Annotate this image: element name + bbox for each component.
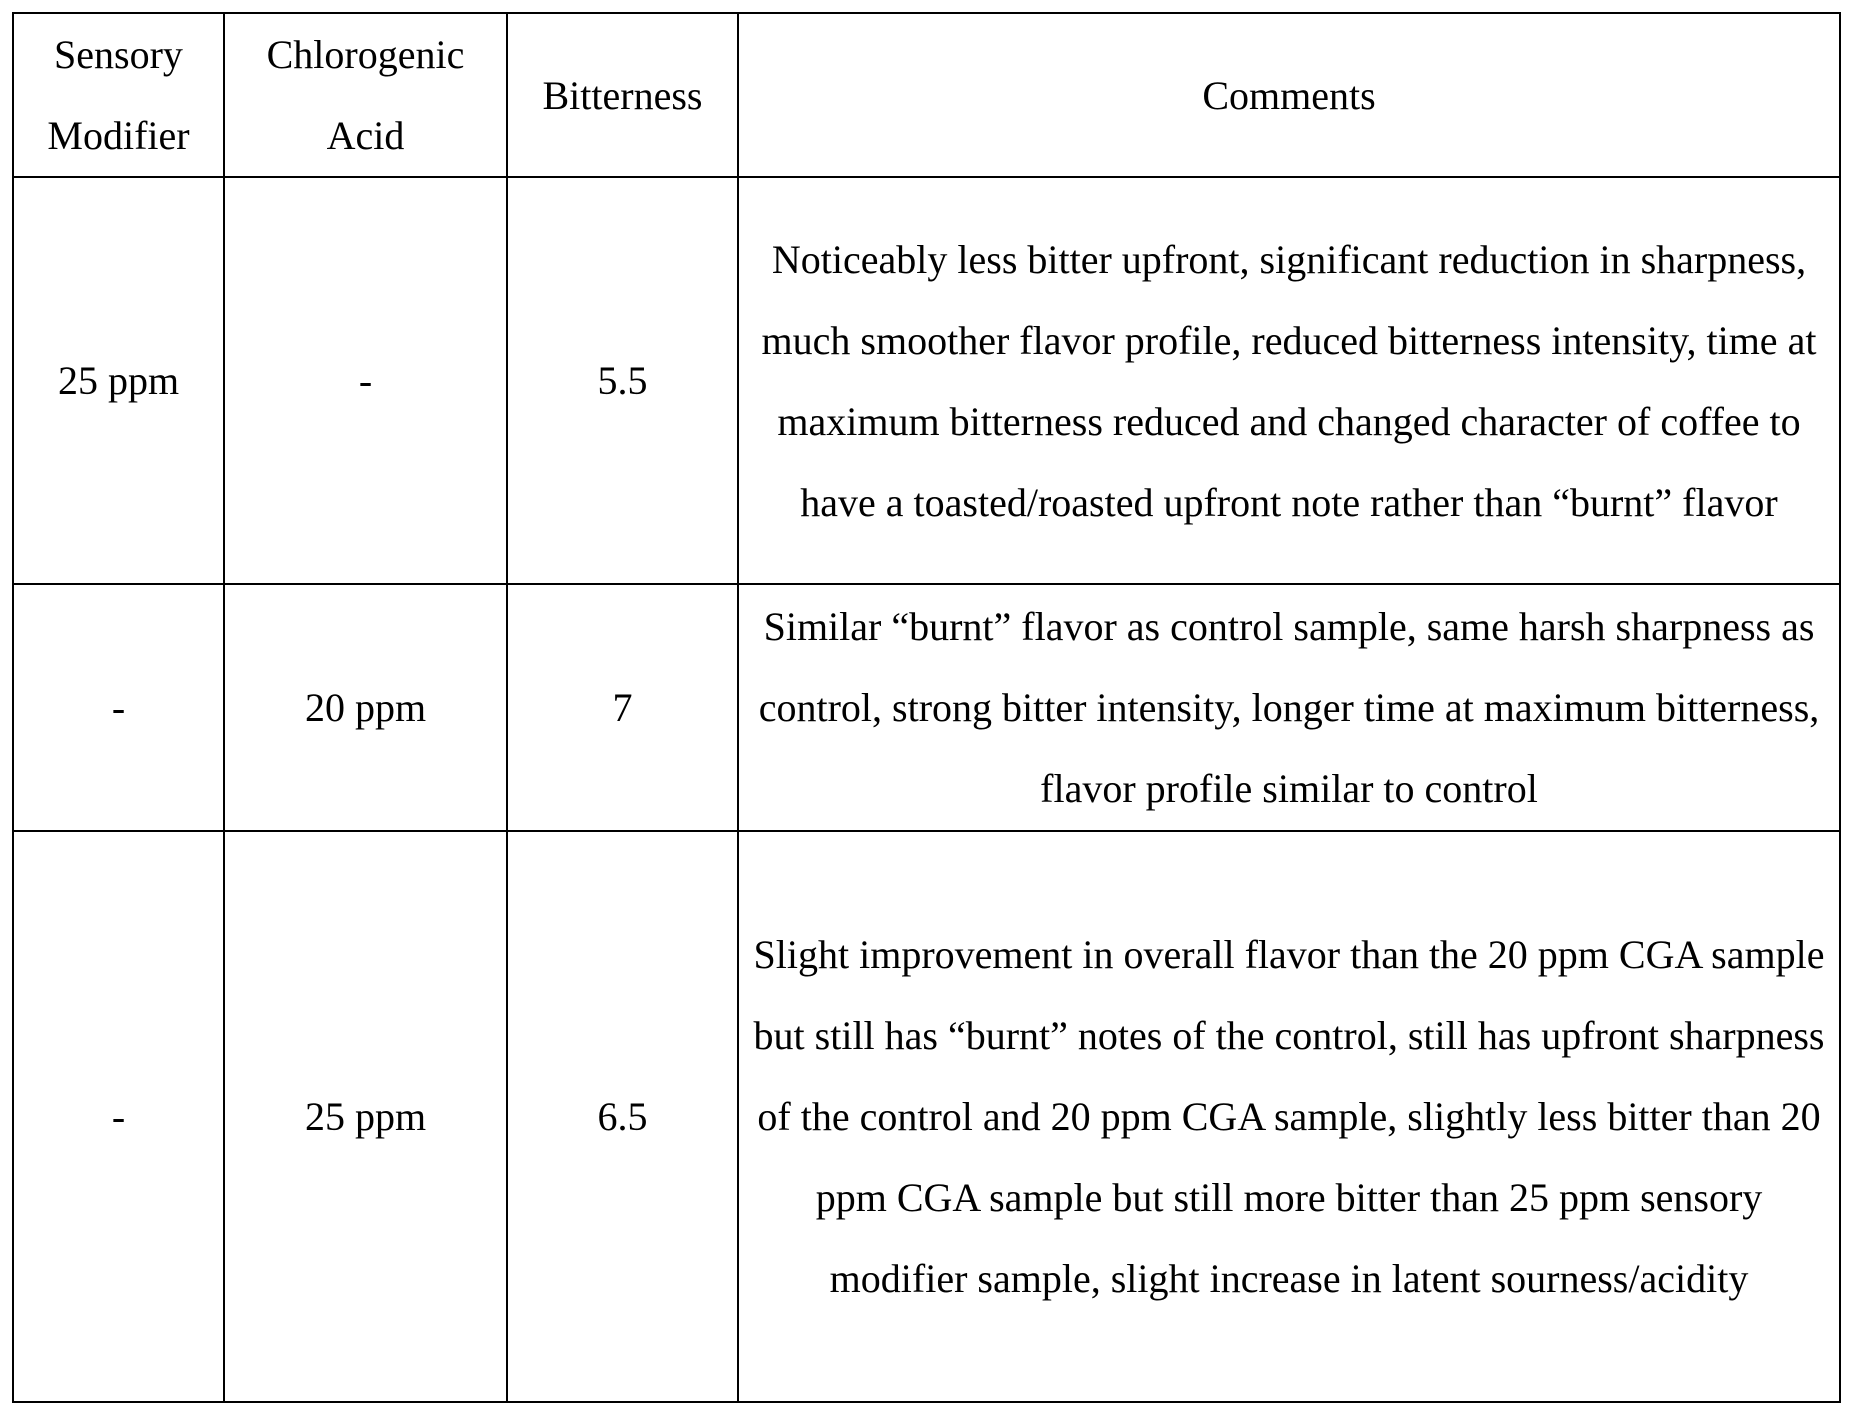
cell-chlorogenic-acid: -: [224, 177, 507, 584]
header-text: Sensory Modifier: [22, 14, 215, 176]
cell-chlorogenic-acid: 20 ppm: [224, 584, 507, 831]
header-row: [13, 13, 1840, 177]
cell-bitterness: 7: [507, 584, 738, 831]
cell-comments: Similar “burnt” flavor as control sample, same harsh sharpness as control, strong bitter intensity, longer time at maximum bitterness, flavor profile similar to control: [738, 584, 1840, 831]
sensory-results-table: [12, 12, 1841, 1403]
cell-bitterness: 6.5: [507, 831, 738, 1402]
header-comments: Comments: [738, 13, 1840, 177]
table-row: [13, 584, 1840, 831]
header-sensory-modifier: [13, 13, 224, 177]
cell-comments: Noticeably less bitter upfront, significant reduction in sharpness, much smoother flavor profile, reduced bitterness intensity, time at maximum bitterness reduced and changed character of coffee to have a toasted/roasted upfront note rather than “burnt” flavor: [738, 177, 1840, 584]
header-text: Chlorogenic Acid: [233, 14, 498, 176]
header-bitterness: Bitterness: [507, 13, 738, 177]
cell-comments: Slight improvement in overall flavor than the 20 ppm CGA sample but still has “burnt” notes of the control, still has upfront sharpness of the control and 20 ppm CGA sample, slightly less bitter than 20 ppm CGA sample but still more bitter than 25 ppm sensory modifier sample, slight increase in latent sourness/acidity: [738, 831, 1840, 1402]
table-row: [13, 177, 1840, 584]
table-row: [13, 831, 1840, 1402]
cell-sensory-modifier: -: [13, 584, 224, 831]
cell-chlorogenic-acid: 25 ppm: [224, 831, 507, 1402]
cell-sensory-modifier: -: [13, 831, 224, 1402]
header-chlorogenic-acid: [224, 13, 507, 177]
cell-bitterness: 5.5: [507, 177, 738, 584]
cell-sensory-modifier: 25 ppm: [13, 177, 224, 584]
